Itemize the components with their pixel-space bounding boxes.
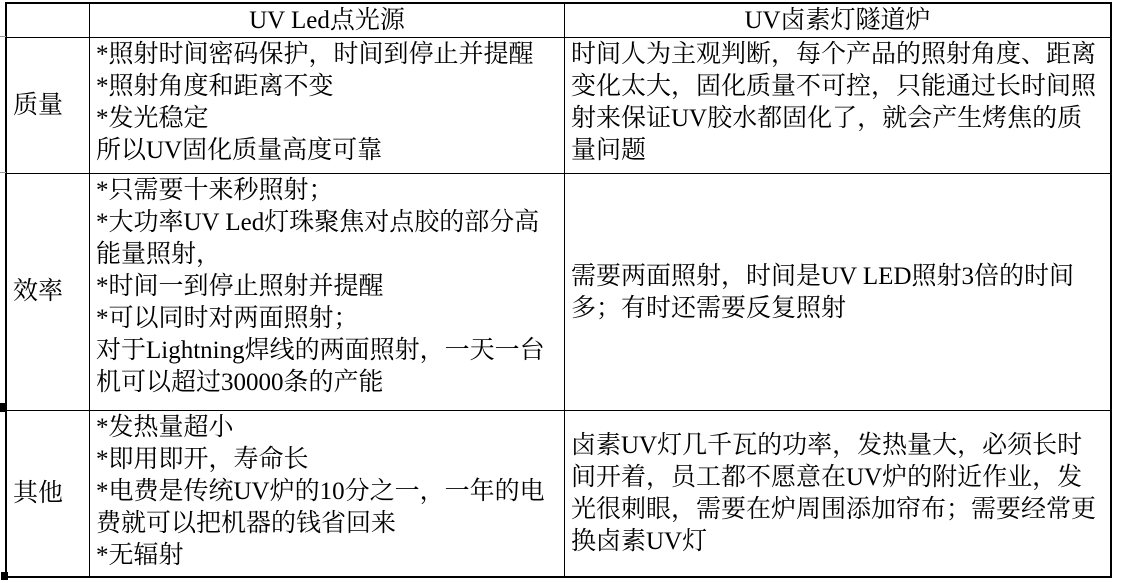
- led-cell-efficiency: [89, 173, 564, 410]
- halogen-cell-efficiency: [564, 173, 1110, 410]
- led-cell-quality: [89, 37, 564, 173]
- led-cell-other: [89, 410, 564, 576]
- list-line: *只需要十来秒照射；: [96, 177, 334, 204]
- comparison-table: [5, 2, 1112, 578]
- list-line: *即用即开，寿命长: [96, 446, 309, 473]
- selection-handle[interactable]: [0, 403, 6, 412]
- header-halogen-column: UV卤素灯隧道炉: [564, 4, 1110, 37]
- halogen-cell-quality: [564, 37, 1110, 173]
- list-line: *照射角度和距离不变: [96, 73, 334, 100]
- list-line: *无辐射: [96, 542, 184, 569]
- list-line: *照射时间密码保护，时间到停止并提醒: [96, 41, 534, 68]
- list-line: *大功率UV Led灯珠聚焦对点胶的部分高能量照射，: [96, 209, 540, 268]
- row-label-efficiency: 效率: [7, 173, 89, 410]
- paragraph: 需要两面照射，时间是UV LED照射3倍的时间多；有时还需要反复照射: [571, 262, 1075, 322]
- list-line: *发热量超小: [96, 414, 234, 441]
- list-line: 所以UV固化质量高度可靠: [96, 137, 383, 164]
- list-line: *可以同时对两面照射；: [96, 305, 359, 332]
- row-label-other: 其他: [7, 410, 89, 576]
- list-line: *发光稳定: [96, 105, 209, 132]
- list-line: *时间一到停止照射并提醒: [96, 273, 384, 300]
- list-line: *电费是传统UV炉的10分之一，一年的电费就可以把机器的钱省回来: [96, 478, 545, 537]
- row-label-quality: 质量: [7, 37, 89, 173]
- paragraph: 时间人为主观判断，每个产品的照射角度、距离变化太大，固化质量不可控，只能通过长时间照射来保证UV胶水都固化了，就会产生烤焦的质量问题: [571, 41, 1097, 164]
- gridline-tick: [0, 172, 6, 173]
- selection-handle[interactable]: [1, 572, 8, 580]
- header-led-column: UV Led点光源: [89, 4, 564, 37]
- header-corner-cell: [7, 4, 89, 37]
- gridline-tick: [0, 36, 6, 37]
- halogen-cell-other: [564, 410, 1110, 576]
- paragraph: 卤素UV灯几千瓦的功率，发热量大，必须长时间开着，员工都不愿意在UV炉的附近作业，发光很刺眼，需要在炉周围添加帘布；需要经常更换卤素UV灯: [571, 432, 1097, 555]
- list-line: 对于Lightning焊线的两面照射，一天一台机可以超过30000条的产能: [96, 337, 545, 396]
